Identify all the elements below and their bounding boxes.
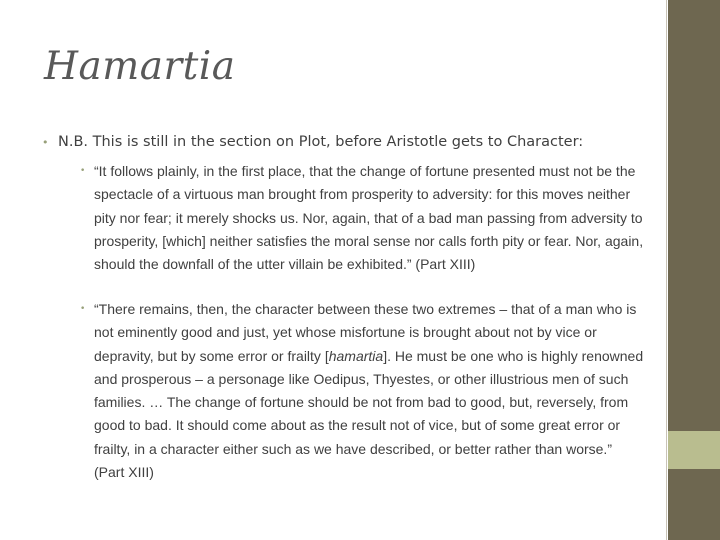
sidebar-band-bottom bbox=[668, 469, 720, 540]
slide-title: Hamartia bbox=[44, 44, 236, 89]
quote-2-after: ]. He must be one who is highly renowned and prosperous – a personage like Oedipus, Thyestes, or other illustrious men of such families. … The change of fortune should be not from bad to good, but, reversely, from good to bad. It should come about as the result not of vice, but of some great error or frailty, in a character either such as we have described, or better rather than worse.” (Part XIII) bbox=[94, 347, 644, 481]
note-text: N.B. This is still in the section on Plot, before Aristotle gets to Character: bbox=[58, 134, 584, 150]
hamartia-term: hamartia bbox=[328, 347, 384, 364]
quote-paragraph-2 bbox=[94, 298, 646, 484]
bullet-icon: • bbox=[80, 304, 86, 314]
quote-2-before: “There remains, then, the character between these two extremes – that of a man who is not eminently good and just, yet whose misfortune is brought about not by vice or depravity, but by some error or frailty [ bbox=[94, 301, 637, 364]
sidebar-band-top bbox=[668, 0, 720, 431]
quote-paragraph-1: “It follows plainly, in the first place, that the change of fortune presented must not be the spectacle of a virtuous man brought from prosperity to adversity: for this moves neither pity nor fear; it merely shocks us. Nor, again, that of a bad man passing from adversity to prosperity, [which] neither satisfies the moral sense nor calls forth pity or fear. Nor, again, should the downfall of the utter villain be exhibited.” (Part XIII) bbox=[94, 163, 644, 273]
sidebar-divider bbox=[666, 0, 667, 540]
sidebar-accent-block bbox=[668, 431, 720, 469]
bullet-icon: • bbox=[80, 166, 86, 176]
bullet-icon: • bbox=[42, 136, 49, 149]
